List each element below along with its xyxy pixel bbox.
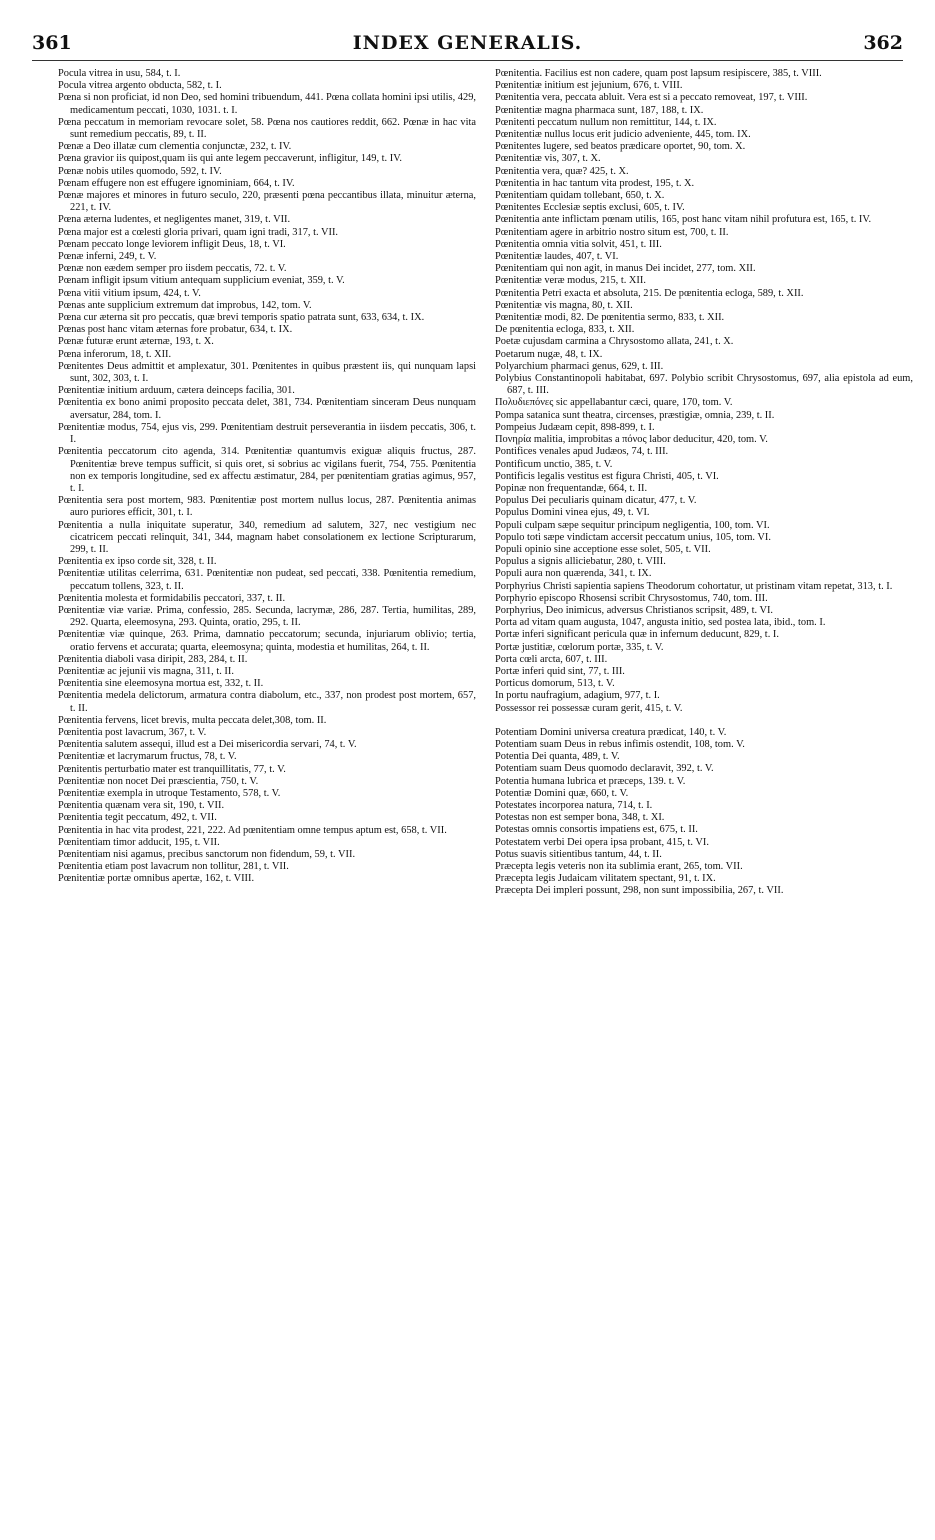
index-entry: Pœnitentes lugere, sed beatos prædicare oportet, 90, tom. X. bbox=[495, 141, 746, 153]
index-entry: Pœnitentiæ exempla in utroque Testamento, 578, t. V. bbox=[58, 787, 281, 799]
index-entry: Pœnitentia medela delictorum, armatura contra diabolum, etc., 337, non prodest post mortem, 657, t. II. bbox=[58, 690, 476, 714]
index-entry: Pœnitentiæ veræ modus, 215, t. XII. bbox=[495, 275, 646, 287]
index-entry: Pœnitentia salutem assequi, illud est a Dei misericordia servari, 74, t. V. bbox=[58, 739, 357, 751]
index-entry: Porphyrius, Deo inimicus, adversus Christianos scripsit, 489, t. VI. bbox=[495, 604, 774, 616]
index-entry: Pœnitentia sera post mortem, 983. Pœnitentiæ post mortem nullus locus, 287. Pœnitentia animas auro puriores efficit, 301, t. I. bbox=[58, 495, 476, 519]
index-entry: Pompa satanica sunt theatra, circenses, præstigiæ, omnia, 239, t. II. bbox=[495, 409, 775, 421]
index-entry: Pœnitentiam qui non agit, in manus Dei incidet, 277, tom. XII. bbox=[495, 263, 756, 275]
index-entry: Pœnas ante supplicium extremum dat improbus, 142, tom. V. bbox=[58, 299, 312, 311]
page-title: INDEX GENERALIS. bbox=[352, 32, 583, 54]
index-entry: Potentiam suam Deus quomodo declaravit, 392, t. V. bbox=[495, 763, 714, 775]
index-entry: Pœnitentia fervens, licet brevis, multa peccata delet,308, tom. II. bbox=[58, 714, 327, 726]
index-entry: Pœnitentia quænam vera sit, 190, t. VII. bbox=[58, 800, 225, 812]
index-entry: Πονηρία malitia, improbitas a πόνος labor deducitur, 420, tom. V. bbox=[495, 434, 768, 446]
index-entry: De pœnitentia ecloga, 833, t. XII. bbox=[495, 324, 635, 336]
index-entry: Porphyrio episcopo Rhosensi scribit Chrysostomus, 740, tom. III. bbox=[495, 592, 768, 604]
index-entry: Pœnitentiæ non nocet Dei præscientia, 750, t. V. bbox=[58, 775, 259, 787]
index-entry: Pœnitentiæ modi, 82. De pœnitentia sermo, 833, t. XII. bbox=[495, 312, 725, 324]
index-entry: Pœnæ futuræ erunt æternæ, 193, t. X. bbox=[58, 336, 214, 348]
index-entry: Populus Domini vinea ejus, 49, t. VI. bbox=[495, 507, 650, 519]
index-entry: Pontifices venales apud Judæos, 74, t. III. bbox=[495, 446, 669, 458]
index-entry: Pœnitentiæ vis magna, 80, t. XII. bbox=[495, 299, 633, 311]
index-entry: Pœnitentiæ utilitas celerrima, 631. Pœnitentiæ non pudeat, sed peccati, 338. Pœnitentia remedium, peccatum tollens, 323, t. II. bbox=[58, 568, 476, 592]
index-entry: In portu naufragium, adagium, 977, t. I. bbox=[495, 690, 660, 702]
index-entry: Polybius Constantinopoli habitabat, 697. Polybio scribit Chrysostomus, 697, alia epistola ad eum, 687, t. III. bbox=[495, 373, 913, 397]
index-entry: Pœnitenti peccatum nullum non remittitur, 144, t. IX. bbox=[495, 116, 717, 128]
index-entry: Pœnitentiæ initium est jejunium, 676, t. VIII. bbox=[495, 80, 683, 92]
header-rule bbox=[32, 60, 903, 61]
index-entry: Pœnitentia vera, quæ? 425, t. X. bbox=[495, 165, 629, 177]
index-entry: Pœnitentiæ vis, 307, t. X. bbox=[495, 153, 601, 165]
index-entry: Pœnitentia ex bono animi proposito peccata delet, 381, 734. Pœnitentiam sinceram Deus nunquam aversatur, 284, tom. I. bbox=[58, 397, 476, 421]
index-entry: Pœna vitii vitium ipsum, 424, t. V. bbox=[58, 287, 201, 299]
index-entry: Præcepta legis Judaicam vilitatem spectant, 91, t. IX. bbox=[495, 873, 716, 885]
index-entry: Potentia Dei quanta, 489, t. V. bbox=[495, 751, 620, 763]
index-entry: Pœnam infligit ipsum vitium antequam supplicium eveniat, 359, t. V. bbox=[58, 275, 345, 287]
index-entry: Pœnæ majores et minores in futuro seculo, 220, præsenti pœna peccantibus illata, minuitur æterna, 221, t. IV. bbox=[58, 190, 476, 214]
index-entry: Pœnitentiæ initium arduum, cætera deinceps facilia, 301. bbox=[58, 385, 295, 397]
index-entry: Portæ inferi significant pericula quæ in infernum deducunt, 829, t. I. bbox=[495, 629, 779, 641]
index-entry: Populo toti sæpe vindictam accersit peccatum unius, 105, tom. VI. bbox=[495, 531, 771, 543]
index-entry: Pontificis legalis vestitus est figura Christi, 405, t. VI. bbox=[495, 470, 719, 482]
index-entry: Pœnitentia sine eleemosyna mortua est, 332, t. II. bbox=[58, 678, 264, 690]
index-entry: Poetæ cujusdam carmina a Chrysostomo allata, 241, t. X. bbox=[495, 336, 734, 348]
index-entry: Pœnitentiæ magna pharmaca sunt, 187, 188, t. IX. bbox=[495, 104, 704, 116]
index-entry: Pœna gravior iis quipost,quam iis qui ante legem peccaverunt, infligitur, 149, t. IV. bbox=[58, 153, 402, 165]
right-column bbox=[495, 68, 913, 898]
index-entry: Polyarchium pharmaci genus, 629, t. III. bbox=[495, 360, 664, 372]
index-entry: Pœnæ non eædem semper pro iisdem peccatis, 72. t. V. bbox=[58, 263, 287, 275]
index-entry: Pœnitentia peccatorum cito agenda, 314. Pœnitentiæ quantumvis exiguæ aliquis fructus, 287. Pœnitentiæ breve tempus sufficit, si quis oret, si sobrius ac vigilans fuerit, 754, 755. Pœnitentia non ex temporis longitudine, sed ex affectu æstimatur, 284, per pœnitentiam gratias agimus, 957, t. I. bbox=[58, 446, 476, 494]
index-entry: Porta ad vitam quam augusta, 1047, angusta initio, sed postea lata, ibid., tom. I. bbox=[495, 617, 826, 629]
index-entry: Portæ inferi quid sint, 77, t. III. bbox=[495, 665, 625, 677]
index-entry: Pœnitentiam agere in arbitrio nostro situm est, 700, t. II. bbox=[495, 226, 729, 238]
index-entry: Porticus domorum, 513, t. V. bbox=[495, 678, 615, 690]
index-entry: Pœnitentia omnia vitia solvit, 451, t. III. bbox=[495, 238, 662, 250]
index-entry: Pompeius Judæam cepit, 898-899, t. I. bbox=[495, 421, 655, 433]
left-page-number: 361 bbox=[32, 32, 72, 54]
index-entry: Pœnitentes Ecclesiæ septis exclusi, 605, t. IV. bbox=[495, 202, 685, 214]
index-entry: Pœnitentia in hac tantum vita prodest, 195, t. X. bbox=[495, 177, 695, 189]
index-entry: Pœnitentia molesta et formidabilis peccatori, 337, t. II. bbox=[58, 592, 286, 604]
index-entry: Pœnitentiam nisi agamus, precibus sanctorum non fidendum, 59, t. VII. bbox=[58, 849, 356, 860]
index-entry: Pœna major est a cœlesti gloria privari, quam igni tradi, 317, t. VII. bbox=[58, 226, 339, 238]
index-entry: Pœnitentia Petri exacta et absoluta, 215. De pœnitentia ecloga, 589, t. XII. bbox=[495, 287, 804, 299]
index-entry: Præcepta Dei impleri possunt, 298, non sunt impossibilia, 267, t. VII. bbox=[495, 885, 784, 897]
index-entry: Potestatem verbi Dei opera ipsa probant, 415, t. VI. bbox=[495, 836, 709, 848]
index-entry: Pœnitentiæ nullus locus erit judicio adveniente, 445, tom. IX. bbox=[495, 129, 751, 141]
index-entry: Pœna si non proficiat, id non Deo, sed homini tribuendum, 441. Pœna collata homini ipsi utilis, 429, medicamentum peccati, 1030, 1031. t. I. bbox=[58, 92, 476, 116]
index-entry: Pœnitentia a nulla iniquitate superatur, 340, remedium ad salutem, 327, nec vestigium nec cicatricem peccati relinquit, 341, 344, magnam habet consolationem ex lectione Scripturarum, 299, t. II. bbox=[58, 519, 476, 555]
index-entry: Pœnitentia ex ipso corde sit, 328, t. II. bbox=[58, 556, 217, 568]
index-entry: Populus a signis alliciebatur, 280, t. VIII. bbox=[495, 556, 666, 568]
index-entry: Pœna cur æterna sit pro peccatis, quæ brevi temporis spatio patrata sunt, 633, 634, t. IX. bbox=[58, 312, 425, 324]
index-entry: Potentiam Domini universa creatura prædicat, 140, t. V. bbox=[495, 726, 727, 738]
left-column bbox=[58, 68, 476, 886]
index-entry: Pœnæ nobis utiles quomodo, 592, t. IV. bbox=[58, 165, 222, 177]
index-entry: Pocula vitrea in usu, 584, t. I. bbox=[58, 68, 181, 79]
index-entry: Pœnam peccato longe leviorem infligit Deus, 18, t. VI. bbox=[58, 238, 286, 250]
index-entry: Πολυδιεπόνες sic appellabantur cæci, quare, 170, tom. V. bbox=[495, 397, 733, 409]
index-entry: Porta cœli arcta, 607, t. III. bbox=[495, 653, 608, 665]
index-entry: Pontificum unctio, 385, t. V. bbox=[495, 458, 613, 470]
index-entry: Pœnitentiæ viæ variæ. Prima, confessio, 285. Secunda, lacrymæ, 286, 287. Tertia, humilitas, 289, 292. Quarta, eleemosyna, 293. Quinta, oratio, 295, t. II. bbox=[58, 604, 476, 629]
index-entry: Præcepta legis veteris non ita sublimia erant, 265, tom. VII. bbox=[495, 861, 743, 872]
index-entry: Pœnas post hanc vitam æternas fore probatur, 634, t. IX. bbox=[58, 324, 293, 336]
index-entry: Pœnitentes Deus admittit et amplexatur, 301. Pœnitentes in quibus præstent iis, qui nunquam lapsi sunt, 302, 303, t. I. bbox=[58, 360, 476, 385]
index-entry: Populi culpam sæpe sequitur principum negligentia, 100, tom. VI. bbox=[495, 519, 770, 531]
index-entry: Populi opinio sine acceptione esse solet, 505, t. VII. bbox=[495, 543, 711, 555]
index-entry: Pœnitentia. Facilius est non cadere, quam post lapsum resipiscere, 385, t. VIII. bbox=[495, 68, 822, 79]
index-entry: Pœnitentiam quidam tollebant, 650, t. X. bbox=[495, 190, 665, 202]
index-entry: Possessor rei possessæ curam gerit, 415, t. V. bbox=[495, 702, 683, 714]
running-header bbox=[32, 32, 903, 58]
index-entry: Pœnam effugere non est effugere ignominiam, 664, t. IV. bbox=[58, 177, 295, 189]
right-page-number: 362 bbox=[863, 32, 903, 54]
index-entry: Populus Dei peculiaris quinam dicatur, 477, t. V. bbox=[495, 495, 697, 507]
index-entry: Potestas omnis consortis impatiens est, 675, t. II. bbox=[495, 824, 698, 836]
index-entry: Pœna inferorum, 18, t. XII. bbox=[58, 348, 172, 360]
index-entry: Porphyrius Christi sapientia sapiens Theodorum cohortatur, ut pristinam vitam repetat, 313, t. I. bbox=[495, 580, 893, 592]
index-entry: Potentia humana lubrica et præceps, 139. t. V. bbox=[495, 775, 686, 787]
index-entry: Pœnitentia tegit peccatum, 492, t. VII. bbox=[58, 812, 217, 824]
index-entry: Pœna peccatum in memoriam revocare solet, 58. Pœna nos cautiores reddit, 662. Pœnæ in hac vita sunt remedium peccatis, 89, t. II. bbox=[58, 116, 476, 141]
index-entry: Populi aura non quærenda, 341, t. IX. bbox=[495, 568, 652, 580]
index-entry: Pœnitentiæ et lacrymarum fructus, 78, t. V. bbox=[58, 751, 237, 763]
index-entry: Potestates incorporea natura, 714, t. I. bbox=[495, 799, 653, 811]
index-entry: Popinæ non frequentandæ, 664, t. II. bbox=[495, 482, 648, 494]
index-entry: Potentiæ Domini quæ, 660, t. V. bbox=[495, 787, 629, 799]
index-entry: Pœnæ a Deo illatæ cum clementia conjunctæ, 232, t. IV. bbox=[58, 141, 292, 153]
index-entry: Pœnitentia ante inflictam pœnam utilis, 165, post hanc vitam nihil profutura est, 165, t. IV. bbox=[495, 214, 872, 226]
index-entry: Pœnitentia in hac vita prodest, 221, 222. Ad pœnitentiam omne tempus aptum est, 658, t. VII. bbox=[58, 824, 447, 836]
index-entry: Pœnitentia vera, peccata abluit. Vera est si a peccato removeat, 197, t. VIII. bbox=[495, 92, 808, 104]
index-entry: Pœnitentiæ ac jejunii vis magna, 311, t. II. bbox=[58, 665, 234, 677]
index-entry: Pœnitentiæ viæ quinque, 263. Prima, damnatio peccatorum; secunda, injuriarum oblivio; tertia, oratio fervens et accurata; quarta, eleemosyna; quinta, modestia et humilitas, 264, t. II. bbox=[58, 629, 476, 653]
index-entry: Pœnitentiæ laudes, 407, t. VI. bbox=[495, 251, 619, 263]
index-entry: Pœnitentia post lavacrum, 367, t. V. bbox=[58, 726, 207, 738]
index-entry: Potestas non est semper bona, 348, t. XI. bbox=[495, 812, 665, 824]
index-entry: Portæ justitiæ, cœlorum portæ, 335, t. V. bbox=[495, 641, 664, 653]
index-entry: Potus suavis sitientibus tantum, 44, t. II. bbox=[495, 848, 662, 860]
index-entry: Pœna æterna ludentes, et negligentes manet, 319, t. VII. bbox=[58, 214, 291, 226]
index-entry: Pœnitentia diaboli vasa diripit, 283, 284, t. II. bbox=[58, 653, 248, 665]
index-entry: Pœnitentis perturbatio mater est tranquillitatis, 77, t. V. bbox=[58, 763, 286, 775]
index-entry: Pocula vitrea argento obducta, 582, t. I. bbox=[58, 80, 222, 92]
index-entry: Pœnitentiæ portæ omnibus apertæ, 162, t. VIII. bbox=[58, 873, 255, 885]
index-entry: Pœnæ inferni, 249, t. V. bbox=[58, 251, 157, 263]
index-entry: Pœnitentiæ modus, 754, ejus vis, 299. Pœnitentiam destruit perseverantia in iisdem peccatis, 306, t. I. bbox=[58, 421, 476, 446]
index-entry: Pœnitentia etiam post lavacrum non tollitur, 281, t. VII. bbox=[58, 861, 289, 873]
index-entry: Pœnitentiam timor adducit, 195, t. VII. bbox=[58, 836, 220, 848]
index-entry: Potentiam suam Deus in rebus infimis ostendit, 108, tom. V. bbox=[495, 738, 745, 750]
index-entry: Poetarum nugæ, 48, t. IX. bbox=[495, 348, 603, 360]
